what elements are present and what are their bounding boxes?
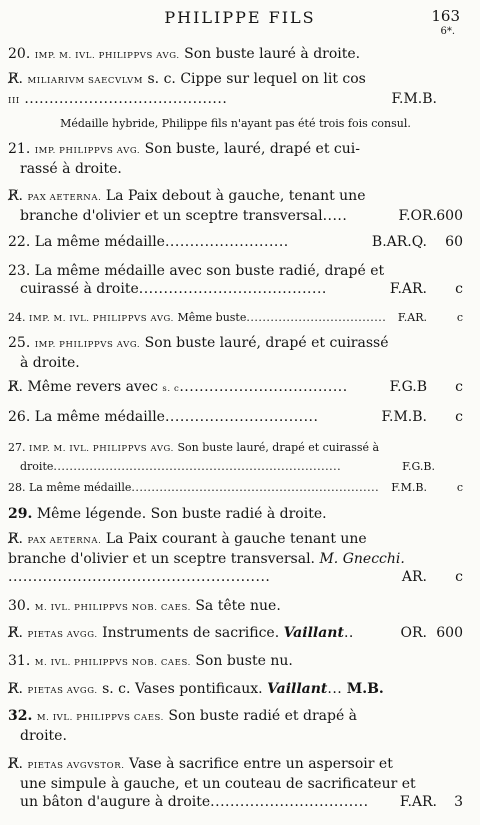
metal-mark: F.G.B bbox=[389, 379, 427, 395]
legend: PIETAS AVGG. bbox=[27, 686, 98, 696]
metal-mark: M.B. bbox=[346, 681, 384, 697]
description: La même médaille bbox=[29, 481, 132, 494]
description-cont: cuirassé à droite bbox=[20, 281, 139, 297]
reverse-mark: R̸. bbox=[8, 531, 23, 547]
description: La Paix courant à gauche tenant une bbox=[105, 531, 367, 547]
rarity: c bbox=[455, 379, 463, 395]
description-cont: branche d'olivier et un sceptre transversal bbox=[20, 208, 323, 224]
entry-number: 32. bbox=[8, 708, 33, 724]
entry-number: 29. bbox=[8, 506, 33, 522]
legend: IMP. PHILIPPVS AVG. bbox=[34, 146, 141, 156]
description: Son buste, lauré, drapé et cui- bbox=[144, 141, 360, 157]
metal-mark: F.AR. bbox=[389, 281, 427, 297]
entry-30 bbox=[8, 597, 463, 617]
entry-30-reverse bbox=[8, 624, 463, 644]
description: Vases pontificaux. bbox=[134, 681, 263, 697]
reverse-mark: R̸. bbox=[8, 681, 23, 697]
entry-32-reverse bbox=[8, 755, 463, 811]
description-cont: droite bbox=[20, 460, 54, 473]
metal-mark: F.OR. bbox=[398, 208, 437, 224]
entry-21 bbox=[8, 140, 463, 178]
description: Son buste lauré, drapé et cuirassé à bbox=[177, 441, 380, 454]
legend: PAX AETERNA. bbox=[27, 193, 102, 203]
metal-mark: B.AR.Q. bbox=[371, 234, 427, 250]
description-cont: à droite. bbox=[20, 355, 80, 371]
leader-dots: ......................................... bbox=[24, 91, 228, 107]
description-cont: une simpule à gauche, et un couteau de sacrificateur et bbox=[20, 776, 416, 792]
entry-25 bbox=[8, 334, 463, 372]
description: Son buste radié et drapé à bbox=[168, 708, 358, 724]
description: Son buste lauré, drapé et cuirassé bbox=[144, 335, 389, 351]
price: 600 bbox=[436, 625, 463, 641]
entry-number: 21. bbox=[8, 141, 31, 157]
entry-26 bbox=[8, 408, 463, 426]
signature-mark: 6*. bbox=[440, 26, 455, 37]
description: La Paix debout à gauche, tenant une bbox=[105, 188, 366, 204]
description-cont: un bâton d'augure à droite bbox=[20, 794, 211, 810]
description: Même buste bbox=[177, 311, 247, 324]
rarity: c bbox=[456, 481, 463, 494]
description: Cippe sur lequel on lit cos bbox=[180, 71, 366, 87]
legend: IMP. M. IVL. PHILIPPVS AVG. bbox=[29, 314, 174, 324]
description: La même médaille bbox=[34, 409, 165, 425]
entry-number: 24. bbox=[8, 311, 26, 324]
entry-31 bbox=[8, 652, 463, 672]
description: Son buste nu. bbox=[195, 653, 293, 669]
legend: PAX AETERNA. bbox=[27, 536, 102, 546]
entry-number: 26. bbox=[8, 409, 31, 425]
entry-32 bbox=[8, 707, 463, 745]
description: Même revers avec bbox=[27, 379, 158, 395]
metal-mark: F.AR. bbox=[397, 311, 427, 324]
entry-number: 22. bbox=[8, 234, 31, 250]
description: Instruments de sacrifice. bbox=[102, 625, 280, 641]
legend: IMP. M. IVL. PHILIPPVS AVG. bbox=[34, 51, 180, 61]
leader-dots: ................................ bbox=[210, 794, 369, 810]
metal-mark: AR. bbox=[401, 569, 427, 585]
page-header bbox=[0, 6, 480, 37]
legend: PIETAS AVGVSTOR. bbox=[27, 761, 125, 771]
description-cont: III bbox=[8, 96, 20, 106]
entry-27 bbox=[8, 439, 463, 476]
rarity: 3 bbox=[454, 794, 463, 810]
leader-dots: ................................... bbox=[246, 311, 387, 324]
hybrid-note-block bbox=[8, 115, 463, 133]
leader-dots: ..................................................... bbox=[8, 569, 271, 585]
description-cont: droite. bbox=[20, 728, 67, 744]
metal-mark: F.AR. bbox=[399, 794, 437, 810]
leader-dots: .............................................................. bbox=[131, 481, 380, 494]
metal-mark: F.M.B. bbox=[391, 91, 437, 107]
legend: M. IVL. PHILIPPVS CAES. bbox=[36, 713, 164, 723]
description-cont: branche d'olivier et un sceptre transversal. bbox=[8, 551, 316, 567]
reverse-mark: R̸. bbox=[8, 625, 23, 641]
legend: M. IVL. PHILIPPVS NOB. CAES. bbox=[34, 603, 191, 613]
description: La même médaille avec son buste radié, drapé et bbox=[34, 263, 385, 279]
entry-number: 30. bbox=[8, 598, 31, 614]
price: 600 bbox=[436, 208, 463, 224]
price: 60 bbox=[445, 234, 463, 250]
entry-29-reverse bbox=[8, 530, 463, 586]
leader-dots: .. bbox=[343, 625, 354, 641]
leader-dots: .................................. bbox=[179, 379, 348, 395]
rarity: c bbox=[455, 281, 463, 297]
hybrid-note: Médaille hybride, Philippe fils n'ayant pas été trois fois consul. bbox=[60, 117, 411, 130]
entry-number: 25. bbox=[8, 335, 31, 351]
rarity: c bbox=[456, 311, 463, 324]
entry-number: 31. bbox=[8, 653, 31, 669]
rarity: c bbox=[455, 569, 463, 585]
entry-20 bbox=[8, 45, 463, 65]
reverse-mark: R̸. bbox=[8, 188, 23, 204]
entry-20-reverse bbox=[8, 70, 463, 110]
entry-31-reverse bbox=[8, 680, 463, 700]
entry-23 bbox=[8, 262, 463, 298]
leader-dots: ..... bbox=[322, 208, 348, 224]
sc-mark: s. c. bbox=[102, 681, 131, 697]
reference-author: Vaillant bbox=[283, 625, 344, 641]
legend: IMP. PHILIPPVS AVG. bbox=[34, 340, 141, 350]
entry-29 bbox=[8, 505, 463, 523]
reverse-mark: R̸. bbox=[8, 756, 23, 772]
metal-mark: F.G.B. bbox=[402, 460, 435, 473]
legend: MILIARIVM SAECVLVM bbox=[27, 76, 144, 86]
legend: M. IVL. PHILIPPVS NOB. CAES. bbox=[34, 658, 191, 668]
description: Son buste lauré à droite. bbox=[184, 46, 361, 62]
description: Même légende. Son buste radié à droite. bbox=[36, 506, 327, 522]
metal-mark: F.M.B. bbox=[381, 409, 427, 425]
legend: IMP. M. IVL. PHILIPPVS AVG. bbox=[29, 444, 174, 454]
reference-author: M. Gnecchi. bbox=[319, 551, 405, 567]
entry-22 bbox=[8, 233, 463, 251]
entry-number: 27. bbox=[8, 441, 26, 454]
reverse-mark: R̸. bbox=[8, 71, 23, 87]
entry-number: 23. bbox=[8, 263, 31, 279]
sc-mark: s. c bbox=[162, 384, 180, 394]
metal-mark: F.M.B. bbox=[391, 481, 427, 494]
description: Sa tête nue. bbox=[195, 598, 281, 614]
metal-mark: OR. bbox=[400, 625, 427, 641]
leader-dots: ... bbox=[327, 681, 343, 697]
running-head: PHILIPPE FILS bbox=[164, 8, 316, 27]
entry-25-reverse bbox=[8, 378, 463, 398]
entry-number: 20. bbox=[8, 46, 31, 62]
leader-dots: ...................................... bbox=[138, 281, 327, 297]
leader-dots: ........................................................................ bbox=[53, 460, 342, 473]
reference-author: Vaillant bbox=[267, 681, 328, 697]
entry-24 bbox=[8, 309, 463, 328]
reverse-mark: R̸. bbox=[8, 379, 23, 395]
entry-28 bbox=[8, 479, 463, 497]
leader-dots: ......................... bbox=[164, 234, 289, 250]
legend: PIETAS AVGG. bbox=[27, 630, 98, 640]
description: La même médaille bbox=[34, 234, 165, 250]
entry-number: 28. bbox=[8, 481, 26, 494]
description-cont: rassé à droite. bbox=[20, 161, 122, 177]
rarity: c bbox=[455, 409, 463, 425]
page-number: 163 bbox=[431, 7, 460, 25]
sc-mark: s. c. bbox=[147, 71, 176, 87]
entry-21-reverse bbox=[8, 187, 463, 225]
leader-dots: ............................... bbox=[164, 409, 319, 425]
description: Vase à sacrifice entre un aspersoir et bbox=[129, 756, 393, 772]
